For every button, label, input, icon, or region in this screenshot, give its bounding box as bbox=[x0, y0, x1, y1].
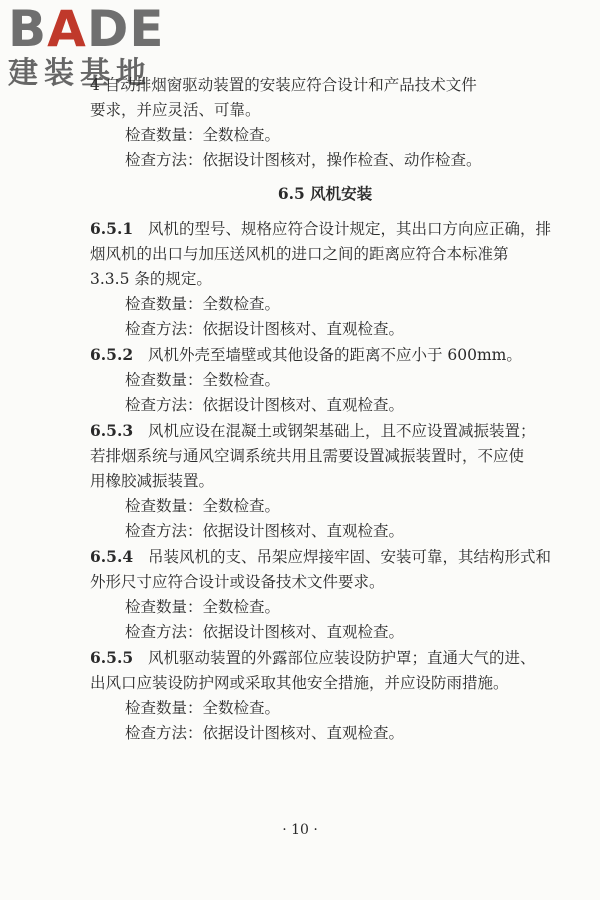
check-quantity: 检查数量：全数检查。 bbox=[125, 598, 281, 616]
clause-line: 若排烟系统与通风空调系统共用且需要设置减振装置时，不应使 bbox=[90, 447, 525, 465]
intro-check-method: 检查方法：依据设计图核对，操作检查、动作检查。 bbox=[125, 151, 482, 169]
clause-number: 6.5.5 bbox=[90, 648, 134, 667]
clause-line bbox=[90, 342, 560, 368]
clause-6-5-5 bbox=[90, 645, 560, 746]
intro-check-quantity: 检查数量：全数检查。 bbox=[125, 126, 281, 144]
clause-number: 6.5.1 bbox=[90, 219, 134, 238]
clause-number: 6.5.2 bbox=[90, 345, 134, 364]
clause-text: 风机的型号、规格应符合设计规定，其出口方向应正确，排 bbox=[147, 220, 551, 238]
check-method: 检查方法：依据设计图核对、直观检查。 bbox=[125, 623, 405, 641]
check-method: 检查方法：依据设计图核对、直观检查。 bbox=[125, 396, 405, 414]
intro-item-line-1: 4 自动排烟窗驱动装置的安装应符合设计和产品技术文件 bbox=[90, 76, 477, 94]
clause-number: 6.5.4 bbox=[90, 547, 134, 566]
check-method: 检查方法：依据设计图核对、直观检查。 bbox=[125, 522, 405, 540]
document-body bbox=[90, 73, 560, 746]
check-quantity: 检查数量：全数检查。 bbox=[125, 699, 281, 717]
clause-6-5-3 bbox=[90, 418, 560, 544]
clause-6-5-1 bbox=[90, 216, 560, 342]
clause-line: 外形尺寸应符合设计或设备技术文件要求。 bbox=[90, 573, 385, 591]
check-quantity: 检查数量：全数检查。 bbox=[125, 371, 281, 389]
logo-letter-b: B bbox=[8, 0, 48, 58]
clause-line: 烟风机的出口与加压送风机的进口之间的距离应符合本标准第 bbox=[90, 245, 509, 263]
clause-6-5-4 bbox=[90, 544, 560, 645]
clause-6-5-2 bbox=[90, 342, 560, 418]
clause-text: 风机应设在混凝土或钢架基础上，且不应设置减振装置； bbox=[147, 422, 536, 440]
clause-line bbox=[90, 418, 560, 444]
check-quantity: 检查数量：全数检查。 bbox=[125, 497, 281, 515]
clause-line bbox=[90, 544, 560, 570]
check-method: 检查方法：依据设计图核对、直观检查。 bbox=[125, 320, 405, 338]
clause-line: 用橡胶减振装置。 bbox=[90, 472, 215, 490]
check-method: 检查方法：依据设计图核对、直观检查。 bbox=[125, 724, 405, 742]
clause-line: 3.3.5 条的规定。 bbox=[90, 270, 212, 288]
logo-wordmark bbox=[8, 0, 183, 58]
clause-line: 出风口应装设防护网或采取其他安全措施，并应设防雨措施。 bbox=[90, 674, 509, 692]
logo-subtitle: 建装基地 bbox=[8, 56, 152, 91]
logo-letter-a-accent: A bbox=[47, 0, 87, 58]
check-quantity: 检查数量：全数检查。 bbox=[125, 295, 281, 313]
clause-line bbox=[90, 216, 560, 242]
intro-item-line-2: 要求，并应灵活、可靠。 bbox=[90, 101, 261, 119]
logo-letters-de: DE bbox=[86, 0, 165, 58]
clause-line bbox=[90, 645, 560, 671]
clause-text: 风机外壳至墙壁或其他设备的距离不应小于 600mm。 bbox=[147, 346, 522, 364]
clause-number: 6.5.3 bbox=[90, 421, 134, 440]
clause-text: 风机驱动装置的外露部位应装设防护罩；直通大气的进、 bbox=[147, 649, 536, 667]
clause-text: 吊装风机的支、吊架应焊接牢固、安装可靠，其结构形式和 bbox=[147, 548, 551, 566]
section-heading: 6.5 风机安装 bbox=[277, 184, 373, 203]
page-number: · 10 · bbox=[282, 822, 318, 838]
